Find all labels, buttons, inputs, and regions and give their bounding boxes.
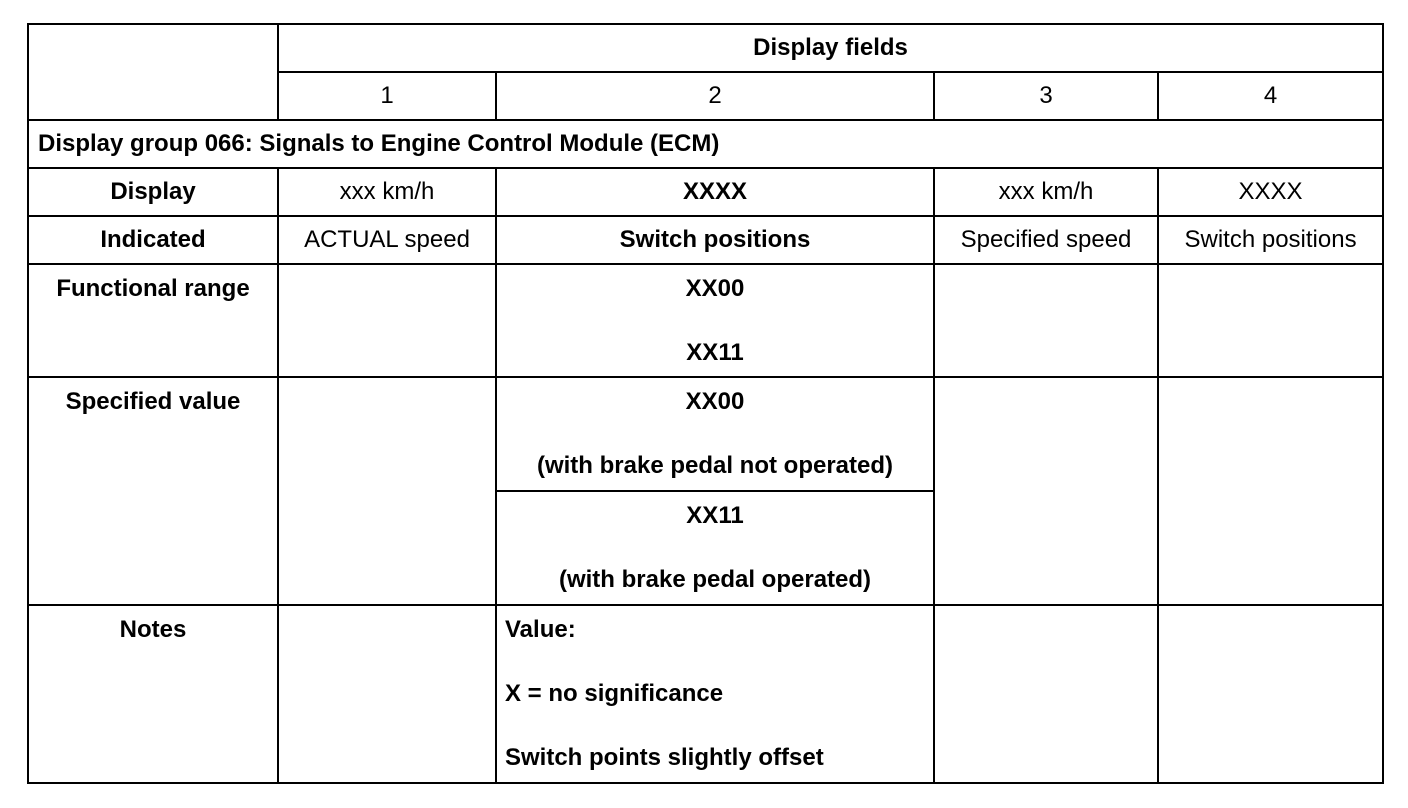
specified-value-field-3	[934, 377, 1158, 605]
specified-value-field-4	[1158, 377, 1383, 605]
specified-value-field-2-a	[496, 377, 934, 491]
display-field-2: XXXX	[496, 168, 934, 216]
functional-range-value-a: XX00	[685, 275, 745, 302]
display-row	[28, 168, 1383, 216]
notes-line-3: Switch points slightly offset	[505, 744, 824, 771]
notes-row	[28, 605, 1383, 783]
notes-field-3	[934, 605, 1158, 783]
functional-range-field-1	[278, 264, 496, 377]
indicated-field-2: Switch positions	[496, 216, 934, 264]
functional-range-field-3	[934, 264, 1158, 377]
field-number-3: 3	[934, 72, 1158, 120]
specified-value-a-condition: (with brake pedal not operated)	[536, 452, 894, 479]
field-number-4: 4	[1158, 72, 1383, 120]
specified-value-field-1	[278, 377, 496, 605]
functional-range-field-2	[496, 264, 934, 377]
functional-range-row	[28, 264, 1383, 377]
display-fields-header: Display fields	[278, 24, 1383, 72]
specified-value-row-a	[28, 377, 1383, 491]
row-label-display: Display	[28, 168, 278, 216]
indicated-field-3: Specified speed	[934, 216, 1158, 264]
functional-range-field-4	[1158, 264, 1383, 377]
row-label-functional-range: Functional range	[28, 264, 278, 377]
indicated-field-1: ACTUAL speed	[278, 216, 496, 264]
group-title-row	[28, 120, 1383, 168]
display-field-3: xxx km/h	[934, 168, 1158, 216]
row-label-indicated: Indicated	[28, 216, 278, 264]
specified-value-b-condition: (with brake pedal operated)	[558, 566, 872, 593]
indicated-field-4: Switch positions	[1158, 216, 1383, 264]
functional-range-value-b: XX11	[686, 339, 744, 366]
specified-value-b-code: XX11	[686, 502, 744, 529]
row-label-specified-value: Specified value	[28, 377, 278, 605]
specified-value-field-2-b	[496, 491, 934, 605]
display-group-table	[27, 23, 1384, 784]
notes-line-2: X = no significance	[505, 680, 724, 707]
header-row	[28, 24, 1383, 72]
display-field-4: XXXX	[1158, 168, 1383, 216]
notes-field-2	[496, 605, 934, 783]
specified-value-a-code: XX00	[685, 388, 745, 415]
field-number-1: 1	[278, 72, 496, 120]
header-corner-cell	[28, 24, 278, 120]
group-title: Display group 066: Signals to Engine Control Module (ECM)	[28, 120, 1383, 168]
notes-line-1: Value:	[505, 616, 576, 643]
display-field-1: xxx km/h	[278, 168, 496, 216]
notes-field-4	[1158, 605, 1383, 783]
field-number-2: 2	[496, 72, 934, 120]
notes-field-1	[278, 605, 496, 783]
row-label-notes: Notes	[28, 605, 278, 783]
indicated-row	[28, 216, 1383, 264]
